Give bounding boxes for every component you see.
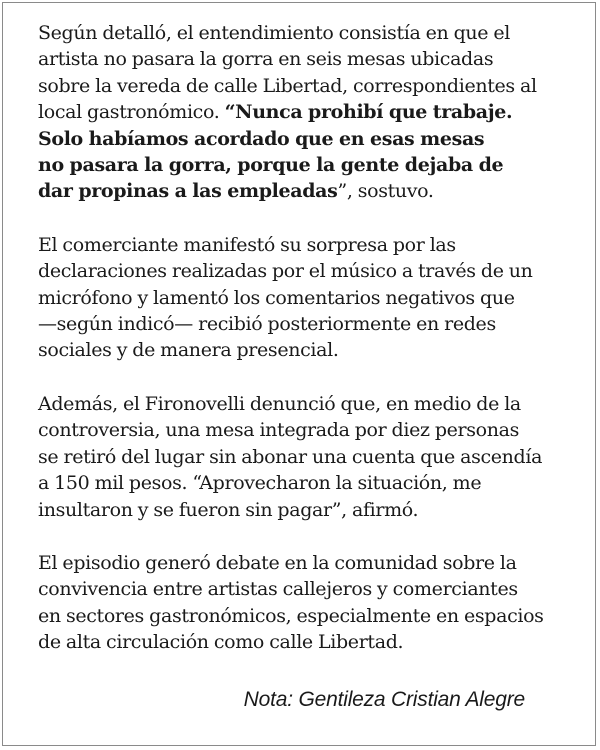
text-run: declaraciones realizadas por el músico a través de un [38, 260, 533, 283]
paragraph-2 [38, 232, 573, 364]
text-run: se retiró del lugar sin abonar una cuenta que ascendía [38, 445, 543, 468]
text-line [38, 73, 573, 99]
text-run: sobre la vereda de calle Libertad, correspondientes al [38, 74, 537, 97]
quote-run: Solo habíamos acordado que en esas mesas [38, 127, 485, 150]
text-run: ”, sostuvo. [337, 180, 434, 203]
quote-run: dar propinas a las empleadas [38, 180, 338, 203]
text-line [38, 603, 573, 629]
text-line [38, 391, 573, 417]
text-line [38, 285, 573, 311]
article-body [38, 20, 573, 683]
paragraph-4 [38, 550, 573, 656]
paragraph-1 [38, 20, 573, 205]
text-run: Además, el Fironovelli denunció que, en medio de la [38, 392, 521, 415]
text-line [38, 417, 573, 443]
text-run: de alta circulación como calle Libertad. [38, 631, 404, 654]
text-run: local gastronómico. [38, 101, 225, 124]
text-run: en sectores gastronómicos, especialmente en espacios [38, 604, 544, 627]
paragraph-3 [38, 391, 573, 523]
text-line [38, 99, 573, 125]
text-run: a 150 mil pesos. “Aprovecharon la situación, me [38, 472, 482, 495]
quote-run: no pasara la gorra, porque la gente dejaba de [38, 154, 504, 177]
text-run: —según indicó— recibió posteriormente en redes [38, 313, 496, 336]
text-line [38, 497, 573, 523]
text-run: micrófono y lamentó los comentarios negativos que [38, 286, 515, 309]
text-line [38, 232, 573, 258]
text-line [38, 178, 573, 204]
text-line [38, 126, 573, 152]
text-line [38, 46, 573, 72]
text-run: El comerciante manifestó su sorpresa por las [38, 233, 456, 256]
text-line [38, 576, 573, 602]
text-line [38, 550, 573, 576]
text-run: insultaron y se fueron sin pagar”, afirmó. [38, 498, 419, 521]
text-run: Según detalló, el entendimiento consistía en que el [38, 22, 511, 44]
text-line [38, 20, 573, 46]
text-line [38, 258, 573, 284]
text-run: El episodio generó debate en la comunidad sobre la [38, 551, 517, 574]
text-run: sociales y de manera presencial. [38, 339, 339, 362]
text-line [38, 629, 573, 655]
text-line [38, 311, 573, 337]
quote-run: “Nunca prohibí que trabaje. [224, 101, 513, 124]
text-line [38, 444, 573, 470]
text-run: controversia, una mesa integrada por diez personas [38, 419, 520, 442]
photo-credit: Nota: Gentileza Cristian Alegre [243, 688, 525, 711]
text-run: convivencia entre artistas callejeros y comerciantes [38, 578, 518, 601]
text-line [38, 337, 573, 363]
text-line [38, 470, 573, 496]
text-run: artista no pasara la gorra en seis mesas ubicadas [38, 48, 494, 71]
text-line [38, 152, 573, 178]
